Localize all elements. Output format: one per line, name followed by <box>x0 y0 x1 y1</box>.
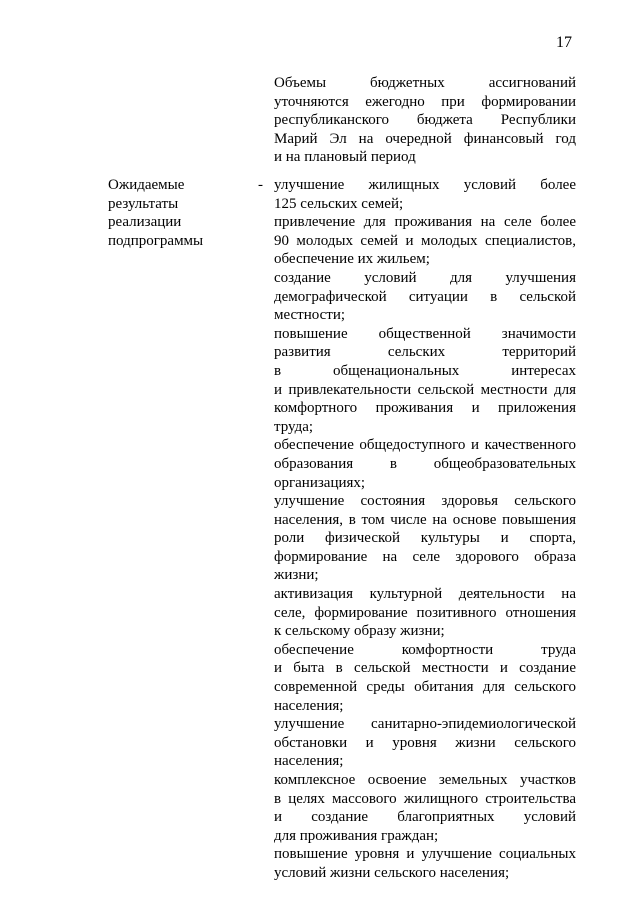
funding-note-line: Марий Эл на очередной финансовый год <box>274 130 576 147</box>
result-item-line: в целях массового жилищного строительства <box>274 790 576 807</box>
result-item-line: селе, формирование позитивного отношения <box>274 604 576 621</box>
result-item-line: активизация культурной деятельности на <box>274 586 576 603</box>
result-item-line: повышение общественной значимости <box>274 325 576 342</box>
result-item-line: 90 молодых семей и молодых специалистов, <box>274 232 576 249</box>
result-item <box>274 715 576 771</box>
result-item-line: привлечение для проживания на селе более <box>274 214 576 231</box>
row-dash: - <box>258 177 263 193</box>
label-line: реализации <box>108 214 182 231</box>
result-item <box>274 641 576 715</box>
result-item-line: развития сельских территорий <box>274 344 576 361</box>
result-item <box>274 325 576 437</box>
result-item-line: организациях; <box>274 474 366 491</box>
result-item-line: обстановки и уровня жизни сельского <box>274 734 576 751</box>
label-line: Ожидаемые <box>108 177 185 193</box>
result-item-line: современной среды обитания для сельского <box>274 679 576 696</box>
funding-note-line: уточняются ежегодно при формировании <box>274 93 576 110</box>
result-item-line: к сельскому образу жизни; <box>274 623 445 640</box>
funding-note-line: республиканского бюджета Республики <box>274 112 576 129</box>
result-item-line: комфортного проживания и приложения <box>274 400 576 417</box>
page-number: 17 <box>556 34 572 51</box>
result-item-line: населения, в том числе на основе повышения <box>274 511 576 528</box>
result-item-line: и привлекательности сельской местности для <box>274 381 576 398</box>
funding-note <box>274 74 576 167</box>
result-item <box>274 436 576 492</box>
result-item-line: комплексное освоение земельных участков <box>274 772 576 788</box>
result-item-line: формирование на селе здорового образа <box>274 548 576 565</box>
result-item-line: для проживания граждан; <box>274 827 439 844</box>
result-item-line: в общенациональных интересах <box>274 362 576 379</box>
result-item <box>274 771 576 845</box>
funding-note-line: и на плановый период <box>274 149 416 166</box>
result-item-line: улучшение состояния здоровья сельского <box>274 493 576 510</box>
expected-results-list <box>274 176 576 883</box>
expected-results-label <box>108 176 258 250</box>
result-item-line: населения; <box>274 697 344 714</box>
label-line: результаты <box>108 195 179 212</box>
result-item-line: и создание благоприятных условий <box>274 809 576 826</box>
result-item <box>274 176 576 213</box>
result-item-line: и быта в сельской местности и создание <box>274 660 576 677</box>
result-item-line: улучшение жилищных условий более <box>274 177 576 193</box>
result-item <box>274 269 576 325</box>
result-item-line: условий жизни сельского населения; <box>274 864 510 881</box>
result-item-line: населения; <box>274 753 344 770</box>
label-line: подпрограммы <box>108 232 204 249</box>
result-item-line: обеспечение комфортности труда <box>274 641 576 658</box>
result-item <box>274 492 576 585</box>
result-item-line: труда; <box>274 418 314 435</box>
result-item-line: улучшение санитарно-эпидемиологической <box>274 716 576 733</box>
result-item-line: роли физической культуры и спорта, <box>274 530 576 547</box>
result-item <box>274 213 576 269</box>
result-item <box>274 845 576 882</box>
result-item-line: обеспечение общедоступного и качественного <box>274 437 576 454</box>
funding-note-paragraph <box>274 74 576 167</box>
result-item-line: образования в общеобразовательных <box>274 455 576 472</box>
result-item-line: 125 сельских семей; <box>274 195 404 212</box>
result-item-line: повышение уровня и улучшение социальных <box>274 846 576 863</box>
result-item <box>274 585 576 641</box>
funding-note-line: Объемы бюджетных ассигнований <box>274 75 576 91</box>
result-item-line: создание условий для улучшения <box>274 269 576 286</box>
result-item-line: местности; <box>274 307 346 324</box>
result-item-line: обеспечение их жильем; <box>274 251 430 268</box>
result-item-line: демографической ситуации в сельской <box>274 288 576 305</box>
result-item-line: жизни; <box>274 567 319 584</box>
